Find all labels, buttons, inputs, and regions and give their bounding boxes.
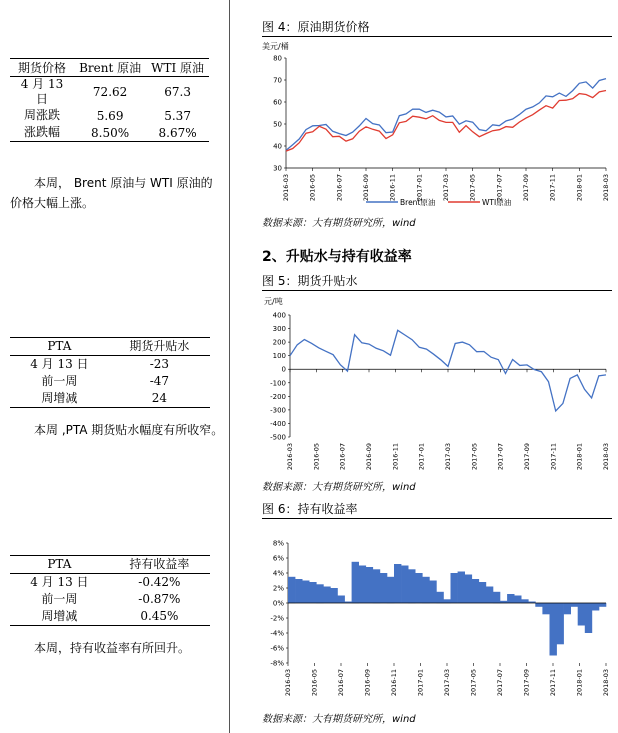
row-label: 前一周	[41, 374, 78, 388]
row-label: 周涨跌	[23, 108, 60, 122]
x-tick-label: 2016-09	[365, 443, 373, 471]
section-heading: 2、升贴水与持有收益率	[262, 249, 412, 265]
x-tick-label: 2017-11	[549, 669, 557, 697]
oil-futures-price-chart	[258, 38, 614, 210]
y-tick-label: 6%	[272, 554, 284, 563]
x-tick-label: 2016-03	[282, 174, 290, 202]
x-tick-label: 2018-03	[602, 174, 610, 202]
yield-bar	[288, 577, 295, 603]
x-tick-label: 2016-03	[284, 669, 292, 697]
x-tick-label: 2018-01	[575, 669, 584, 697]
y-tick-label: -500	[270, 433, 286, 442]
figure-5-source: 数据来源：大有期货研究所，wind	[262, 482, 416, 493]
cell: 67.3	[164, 85, 191, 99]
x-tick-label: 2016-05	[312, 443, 321, 471]
yield-bar	[571, 603, 578, 607]
legend-label: Brent原油	[400, 198, 436, 207]
column-divider	[229, 0, 230, 733]
yield-bar	[578, 603, 585, 626]
cell: -47	[149, 374, 170, 388]
y-tick-label: 0	[281, 365, 286, 374]
yield-bar	[316, 584, 323, 603]
series-line	[286, 79, 606, 151]
yield-bar	[542, 603, 549, 614]
header-cell: PTA	[47, 339, 72, 353]
y-tick-label: -2%	[270, 614, 284, 623]
yield-bar	[599, 603, 606, 607]
y-tick-label: 80	[273, 54, 282, 63]
x-tick-label: 2017-11	[549, 443, 558, 471]
x-tick-label: 2017-03	[444, 443, 452, 471]
y-tick-label: -6%	[270, 644, 284, 653]
yield-bar	[330, 588, 337, 603]
row-label: 前一周	[41, 592, 78, 606]
yield-bar	[585, 603, 592, 633]
figure-4-source: 数据来源：大有期货研究所，wind	[262, 218, 416, 229]
x-tick-label: 2016-11	[391, 443, 400, 471]
y-tick-label: 100	[272, 352, 286, 361]
x-tick-label: 2017-01	[417, 443, 426, 471]
x-tick-label: 2016-07	[337, 669, 345, 697]
y-tick-label: -300	[270, 406, 286, 415]
cell: -23	[149, 357, 170, 371]
x-tick-label: 2017-09	[522, 669, 531, 697]
x-tick-label: 2018-01	[575, 174, 584, 202]
y-tick-label: 0%	[272, 599, 284, 608]
paragraph-oil: 本周， Brent 原油与 WTI 原油的价格大幅上涨。	[10, 176, 213, 210]
yield-bar	[366, 567, 373, 603]
yield-bar	[429, 581, 436, 604]
yield-bar	[394, 564, 401, 603]
row-label: 4 月 13 日	[20, 77, 64, 106]
yield-bar	[557, 603, 564, 644]
figure-6-source: 数据来源：大有期货研究所，wind	[262, 714, 416, 725]
x-tick-label: 2017-07	[496, 669, 504, 697]
yield-bar	[458, 572, 465, 604]
y-tick-label: -400	[270, 419, 286, 428]
paragraph-carry: 本周，持有收益率有所回升。	[34, 641, 191, 655]
x-tick-label: 2017-01	[415, 174, 424, 202]
x-tick-label: 2017-05	[470, 443, 479, 471]
legend-label: WTI原油	[482, 198, 512, 207]
yield-bar	[436, 592, 443, 603]
x-tick-label: 2016-09	[363, 669, 372, 697]
yield-bar	[295, 579, 302, 603]
yield-bar	[309, 582, 316, 603]
basis-chart	[258, 293, 614, 475]
yield-bar	[422, 577, 429, 603]
yield-bar	[486, 587, 493, 604]
y-axis-unit: 元/吨	[264, 297, 283, 306]
carry-yield-chart	[258, 535, 614, 707]
x-tick-label: 2017-01	[416, 669, 425, 697]
yield-bar	[479, 582, 486, 603]
yield-bar	[359, 566, 366, 604]
header-cell: 持有收益率	[129, 557, 190, 571]
y-tick-label: 400	[272, 311, 286, 320]
figure-5-caption: 图 5：期货升贴水	[262, 272, 612, 291]
yield-bar	[444, 599, 451, 603]
yield-bar	[514, 596, 521, 604]
cell: -0.87%	[138, 592, 181, 606]
y-tick-label: 70	[273, 76, 282, 85]
yield-bar	[415, 573, 422, 603]
x-tick-label: 2017-11	[548, 174, 557, 202]
header-cell: PTA	[47, 557, 72, 571]
y-tick-label: 4%	[272, 569, 284, 578]
cell: 5.69	[96, 108, 124, 123]
x-tick-label: 2016-09	[362, 174, 370, 202]
header-cell: 期货价格	[17, 60, 66, 75]
cell: 24	[151, 391, 168, 405]
x-tick-label: 2016-05	[308, 174, 317, 202]
series-line	[286, 91, 606, 152]
x-tick-label: 2016-07	[338, 443, 347, 471]
paragraph-basis: 本周 ,PTA 期货贴水幅度有所收窄。	[34, 423, 224, 437]
yield-bar	[387, 577, 394, 603]
yield-bar	[535, 603, 542, 607]
y-tick-label: 300	[272, 325, 286, 334]
basis-table	[10, 337, 210, 408]
y-tick-label: 200	[272, 338, 286, 347]
yield-bar	[564, 603, 571, 614]
header-cell: WTI 原油	[151, 61, 205, 75]
y-tick-label: 50	[273, 120, 282, 129]
x-tick-label: 2017-09	[523, 443, 531, 471]
x-tick-label: 2017-07	[495, 174, 504, 202]
x-tick-label: 2016-11	[390, 669, 398, 697]
yield-bar	[401, 566, 408, 604]
x-tick-label: 2017-03	[442, 174, 450, 202]
x-tick-label: 2016-05	[310, 669, 319, 697]
row-label: 4 月 13 日	[30, 575, 89, 589]
yield-bar	[550, 603, 557, 656]
yield-bar	[507, 594, 514, 603]
x-tick-label: 2016-03	[286, 443, 294, 471]
figure-6-caption: 图 6：持有收益率	[262, 500, 612, 519]
row-label: 周增减	[41, 609, 78, 623]
yield-bar	[323, 587, 330, 604]
yield-bar	[408, 569, 415, 603]
oil-price-table	[10, 58, 209, 142]
x-tick-label: 2017-05	[468, 174, 477, 202]
y-tick-label: -8%	[270, 659, 284, 668]
x-tick-label: 2017-03	[443, 669, 451, 697]
cell: -0.42%	[138, 575, 181, 589]
x-tick-label: 2016-11	[388, 174, 397, 202]
y-tick-label: 8%	[272, 539, 284, 548]
y-tick-label: -100	[270, 379, 286, 388]
row-label: 周增减	[41, 391, 78, 405]
y-tick-label: 40	[273, 142, 282, 151]
cell: 5.37	[164, 108, 191, 123]
x-tick-label: 2017-07	[496, 443, 505, 471]
yield-bar	[472, 579, 479, 603]
yield-bar	[380, 573, 387, 603]
cell: 8.67%	[158, 125, 197, 140]
yield-bar	[493, 592, 500, 603]
cell: 0.45%	[140, 609, 179, 623]
cell: 8.50%	[91, 125, 130, 140]
x-tick-label: 2017-09	[522, 174, 530, 202]
yield-bar	[465, 575, 472, 604]
y-tick-label: 30	[273, 164, 282, 173]
yield-bar	[302, 581, 309, 604]
y-tick-label: -4%	[270, 629, 284, 638]
x-tick-label: 2017-05	[469, 669, 478, 697]
y-axis-unit: 美元/桶	[262, 42, 289, 51]
header-cell: 期货升贴水	[129, 339, 190, 353]
yield-bar	[352, 562, 359, 603]
y-tick-label: 2%	[272, 584, 284, 593]
y-tick-label: -200	[270, 392, 286, 401]
yield-bar	[592, 603, 599, 611]
yield-bar	[338, 596, 345, 604]
row-label: 4 月 13 日	[30, 357, 89, 371]
x-tick-label: 2018-03	[602, 669, 610, 697]
cell: 72.62	[92, 85, 128, 99]
y-tick-label: 60	[273, 98, 282, 107]
x-tick-label: 2018-03	[602, 443, 610, 471]
row-label: 涨跌幅	[23, 125, 60, 139]
x-tick-label: 2018-01	[575, 443, 584, 471]
header-cell: Brent 原油	[79, 61, 142, 75]
x-tick-label: 2016-07	[335, 174, 344, 202]
yield-bar	[451, 573, 458, 603]
yield-bar	[521, 599, 528, 603]
yield-bar	[373, 569, 380, 603]
figure-4-caption: 图 4：原油期货价格	[262, 18, 612, 37]
carry-yield-table	[10, 555, 210, 626]
